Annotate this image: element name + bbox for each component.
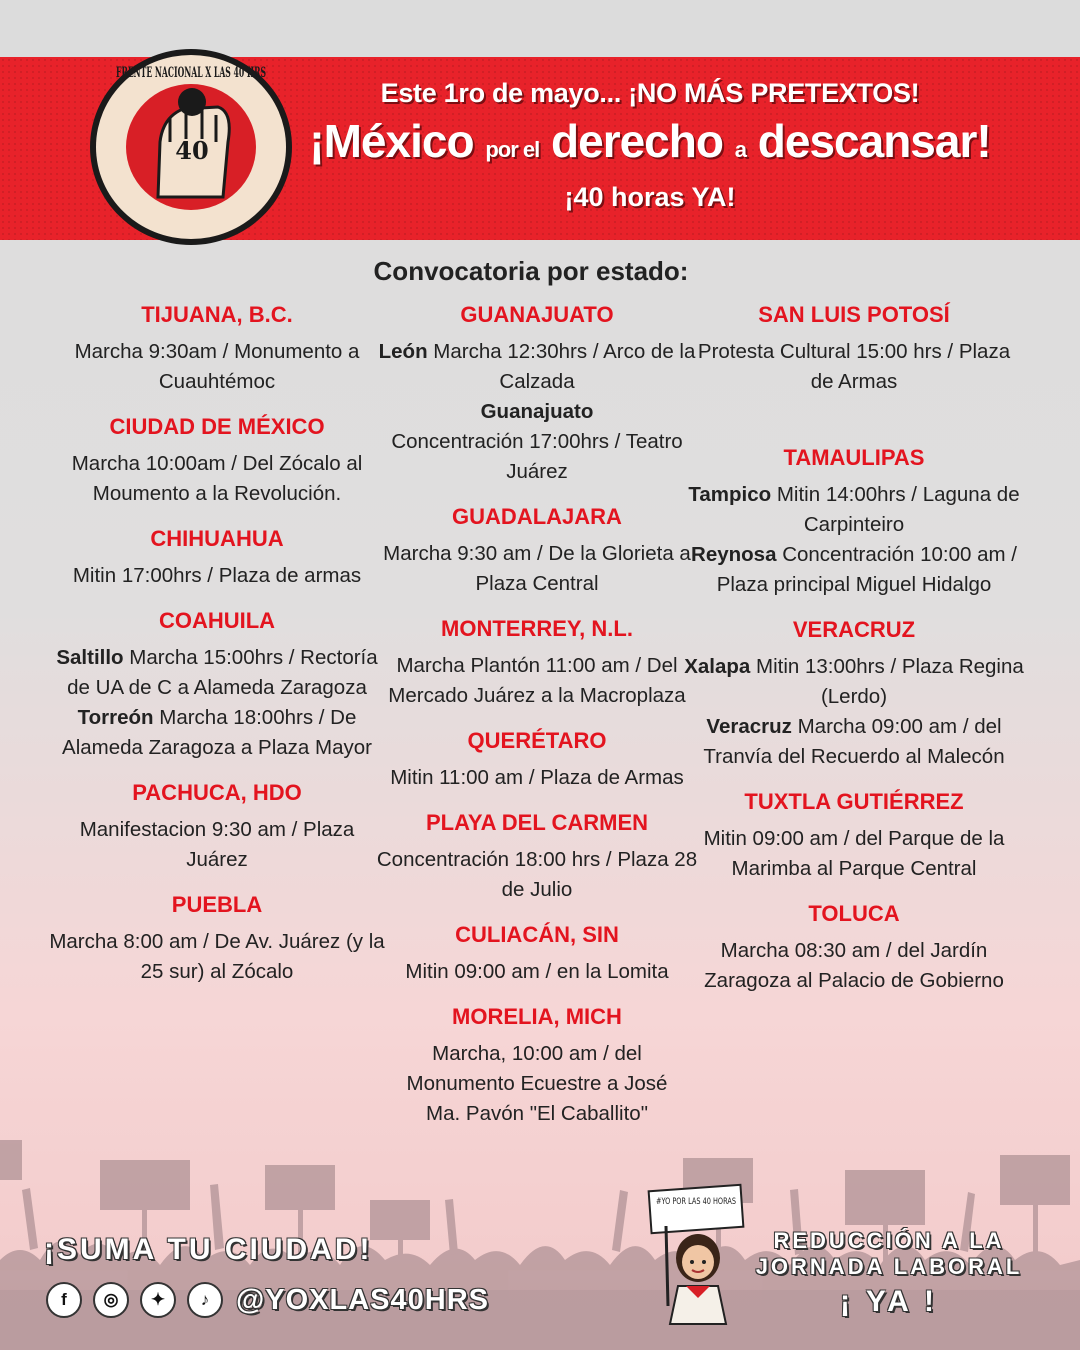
header-line-2: ¡México por el derecho a descansar! bbox=[309, 115, 991, 167]
event-details: Tampico Mitin 14:00hrs / Laguna de Carpinteiro Reynosa Concentración 10:00 am / Plaza principal Miguel Hidalgo bbox=[688, 483, 1020, 596]
event-details: León Marcha 12:30hrs / Arco de la Calzada Guanajuato Concentración 17:00hrs / Teatro Juárez bbox=[378, 340, 696, 483]
event-details: Protesta Cultural 15:00 hrs / Plaza de Armas bbox=[697, 340, 1011, 393]
state-name: CIUDAD DE MÉXICO bbox=[109, 414, 325, 439]
social-links bbox=[46, 1282, 489, 1318]
column-3 bbox=[684, 302, 1024, 1013]
state-name: QUERÉTARO bbox=[467, 728, 607, 753]
state-name: CHIHUAHUA bbox=[150, 526, 284, 551]
svg-text:40: 40 bbox=[175, 136, 209, 165]
event-details: Mitin 09:00 am / del Parque de la Marimba al Parque Central bbox=[703, 827, 1005, 880]
state-name: GUADALAJARA bbox=[452, 504, 622, 529]
event-details: Saltillo Marcha 15:00hrs / Rectoría de UA de C a Alameda Zaragoza Torreón Marcha 18:00hrs / De Alameda Zaragoza a Plaza Mayor bbox=[56, 646, 378, 759]
state-name: SAN LUIS POTOSÍ bbox=[758, 302, 950, 327]
state-name: TAMAULIPAS bbox=[783, 445, 925, 470]
state-name: TUXTLA GUTIÉRREZ bbox=[744, 789, 964, 814]
state-name: CULIACÁN, SIN bbox=[455, 922, 619, 947]
social-handle[interactable]: @YOXLAS40HRS bbox=[236, 1283, 490, 1316]
event-details: Manifestacion 9:30 am / Plaza Juárez bbox=[79, 818, 355, 871]
instagram-icon[interactable]: ◎ bbox=[93, 1282, 129, 1318]
event-details: Mitin 11:00 am / Plaza de Armas bbox=[390, 766, 684, 789]
tiktok-icon[interactable]: ♪ bbox=[187, 1282, 223, 1318]
event-details: Marcha 10:00am / Del Zócalo al Moumento a la Revolución. bbox=[71, 452, 363, 505]
state-name: PLAYA DEL CARMEN bbox=[425, 810, 649, 835]
state-name: TIJUANA, B.C. bbox=[141, 302, 293, 327]
reduccion-jornada: REDUCCIÓN A LA JORNADA LABORAL ¡ YA ! bbox=[755, 1228, 1023, 1318]
facebook-icon[interactable]: f bbox=[46, 1282, 82, 1318]
event-details: Marcha, 10:00 am / del Monumento Ecuestre a José Ma. Pavón "El Caballito" bbox=[406, 1042, 668, 1125]
column-1 bbox=[47, 302, 387, 1004]
state-name: PUEBLA bbox=[171, 892, 263, 917]
state-name: MONTERREY, N.L. bbox=[441, 616, 633, 641]
event-details: Xalapa Mitin 13:00hrs / Plaza Regina (Lerdo) Veracruz Marcha 09:00 am / del Tranvía del Recuerdo al Malecón bbox=[684, 655, 1024, 768]
state-name: MORELIA, MICH bbox=[452, 1004, 622, 1029]
event-details: Marcha 8:00 am / De Av. Juárez (y la 25 sur) al Zócalo bbox=[49, 930, 385, 983]
state-name: COAHUILA bbox=[158, 608, 276, 633]
mascot-girl-with-sign bbox=[646, 1186, 750, 1326]
state-name: VERACRUZ bbox=[792, 617, 916, 642]
event-details: Marcha 08:30 am / del Jardín Zaragoza al Palacio de Gobierno bbox=[704, 939, 1004, 992]
column-2 bbox=[367, 302, 707, 1146]
header-line-1: Este 1ro de mayo... ¡NO MÁS PRETEXTOS! bbox=[380, 78, 920, 108]
mascot-sign-text: #YO POR LAS 40 HORAS bbox=[656, 1197, 737, 1207]
state-name: TOLUCA bbox=[808, 901, 900, 926]
header-line-3: ¡40 horas YA! bbox=[564, 182, 736, 212]
convocatoria-title: Convocatoria por estado: bbox=[373, 256, 689, 286]
frente-nacional-logo bbox=[88, 47, 294, 247]
event-details: Marcha Plantón 11:00 am / Del Mercado Juárez a la Macroplaza bbox=[388, 654, 686, 707]
suma-tu-ciudad: ¡SUMA TU CIUDAD! bbox=[44, 1233, 373, 1266]
event-details: Marcha 9:30 am / De la Glorieta a Plaza Central bbox=[383, 542, 691, 595]
event-details: Marcha 9:30am / Monumento a Cuauhtémoc bbox=[74, 340, 360, 393]
event-details: Mitin 09:00 am / en la Lomita bbox=[405, 960, 669, 983]
event-details: Concentración 18:00 hrs / Plaza 28 de Julio bbox=[376, 848, 698, 901]
twitter-icon[interactable]: ✦ bbox=[140, 1282, 176, 1318]
event-details: Mitin 17:00hrs / Plaza de armas bbox=[72, 564, 362, 587]
state-name: PACHUCA, HDO bbox=[132, 780, 302, 805]
logo-text: FRENTE NACIONAL X LAS 40 HRS bbox=[116, 65, 266, 81]
state-name: GUANAJUATO bbox=[460, 302, 614, 327]
